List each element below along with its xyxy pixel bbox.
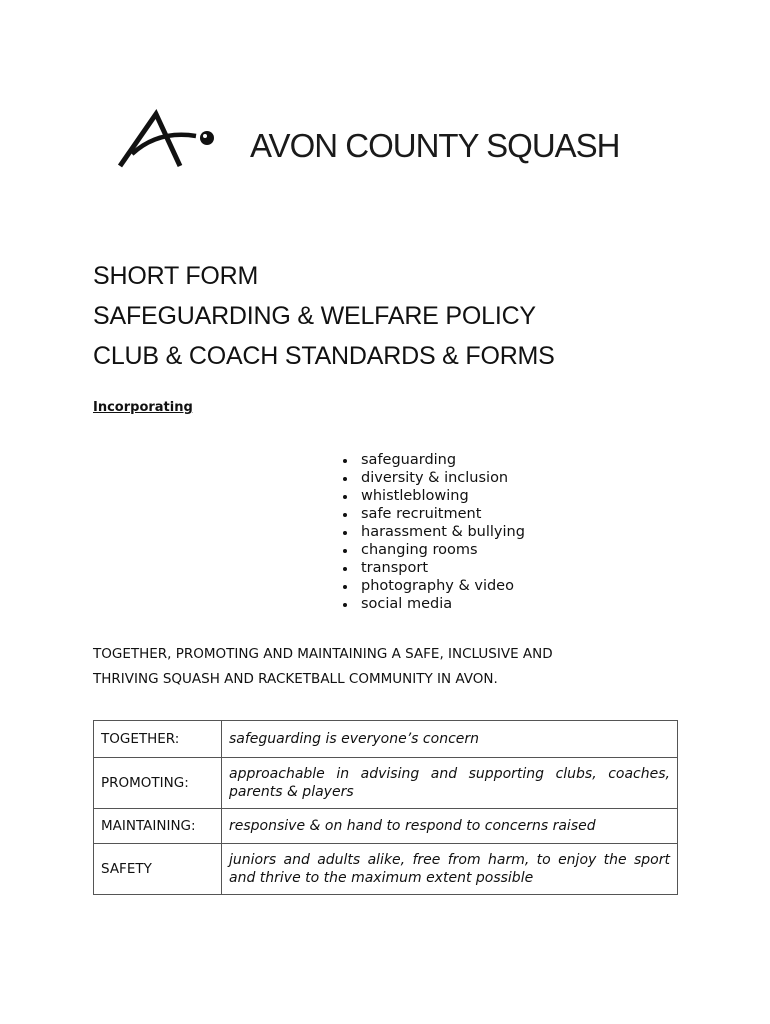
value-key: SAFETY — [94, 844, 222, 895]
statement-line: TOGETHER, PROMOTING AND MAINTAINING A SAFE, INCLUSIVE AND — [93, 646, 553, 662]
title-line: SAFEGUARDING & WELFARE POLICY — [93, 302, 536, 330]
org-name: AVON COUNTY SQUASH — [250, 126, 620, 164]
list-item: safe recruitment — [343, 505, 525, 523]
list-item: transport — [343, 559, 525, 577]
title-line: SHORT FORM — [93, 262, 259, 290]
value-description: juniors and adults alike, free from harm, to enjoy the sport and thrive to the maximum extent possible — [222, 844, 678, 895]
list-item: whistleblowing — [343, 487, 525, 505]
incorporating-heading: Incorporating — [93, 400, 193, 415]
value-key: MAINTAINING: — [94, 809, 222, 844]
list-item: harassment & bullying — [343, 523, 525, 541]
list-item: diversity & inclusion — [343, 469, 525, 487]
value-description: responsive & on hand to respond to concerns raised — [222, 809, 678, 844]
document-title — [93, 256, 555, 376]
mission-statement — [93, 642, 693, 692]
list-item: safeguarding — [343, 451, 525, 469]
value-key: TOGETHER: — [94, 721, 222, 758]
values-table — [93, 720, 678, 895]
avon-a-with-ball-icon — [118, 108, 218, 170]
statement-line: THRIVING SQUASH AND RACKETBALL COMMUNITY IN AVON. — [93, 671, 498, 687]
table-row — [94, 809, 678, 844]
value-description: safeguarding is everyone’s concern — [222, 721, 678, 758]
list-item: changing rooms — [343, 541, 525, 559]
value-description: approachable in advising and supporting clubs, coaches, parents & players — [222, 758, 678, 809]
org-logo — [118, 108, 620, 170]
table-row — [94, 758, 678, 809]
value-key: PROMOTING: — [94, 758, 222, 809]
table-row — [94, 721, 678, 758]
list-item: photography & video — [343, 577, 525, 595]
table-row — [94, 844, 678, 895]
list-item: social media — [343, 595, 525, 613]
title-line: CLUB & COACH STANDARDS & FORMS — [93, 342, 555, 370]
topics-list — [343, 451, 525, 613]
